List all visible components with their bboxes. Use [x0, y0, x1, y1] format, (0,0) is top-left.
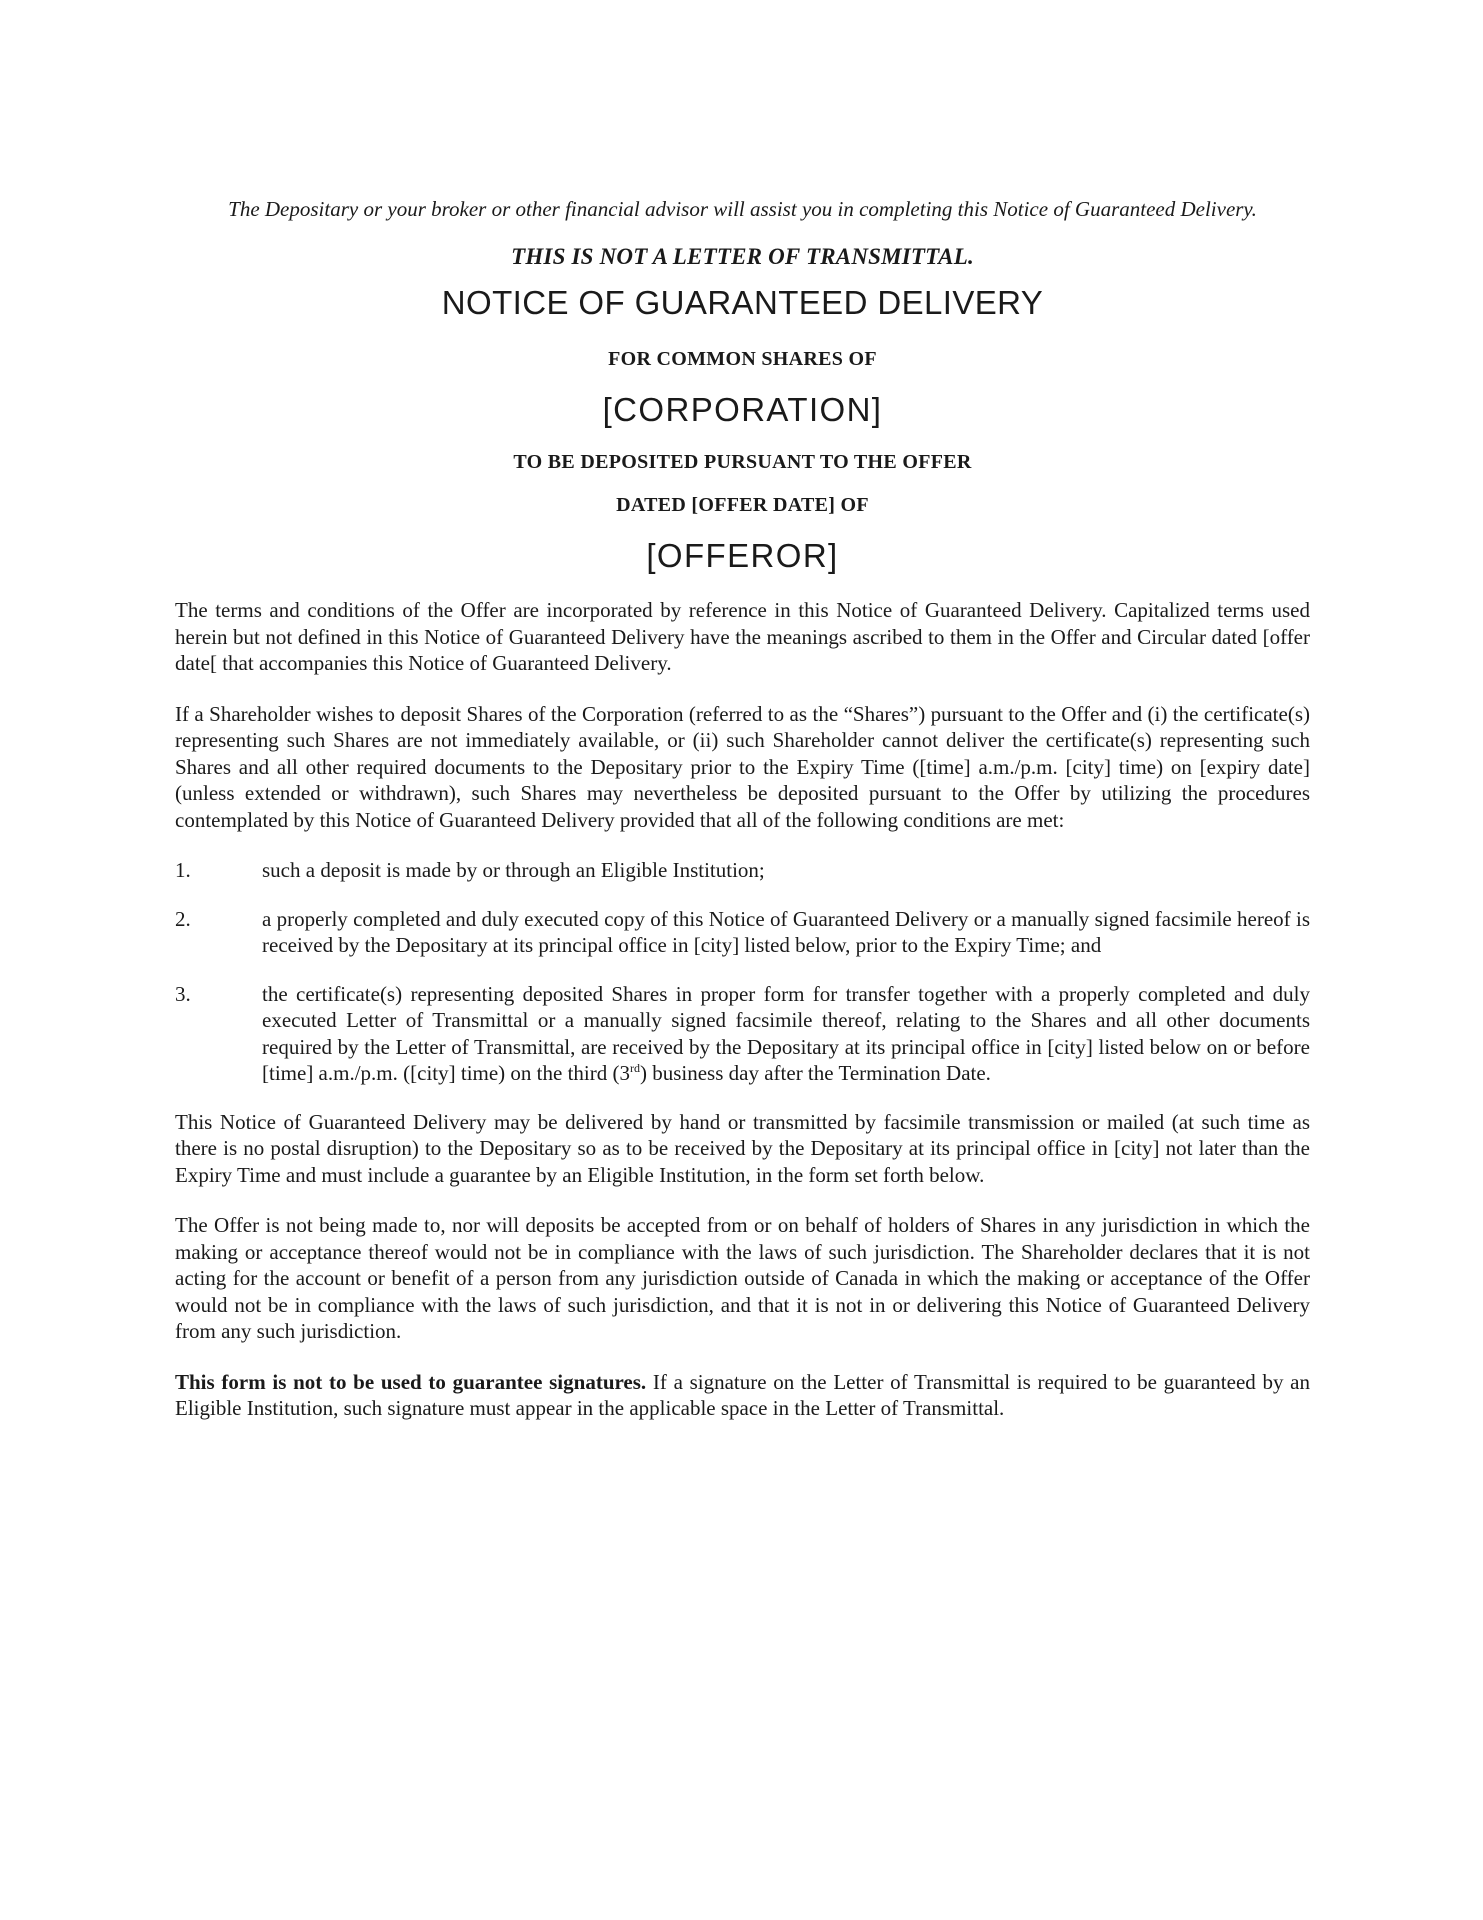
- corporation-name: [CORPORATION]: [602, 391, 883, 428]
- paragraph-signature: [175, 1369, 1310, 1422]
- list-number: 1.: [175, 858, 191, 882]
- list-number: 2.: [175, 906, 191, 931]
- list-text: such a deposit is made by or through an Eligible Institution;: [262, 858, 765, 882]
- signature-detail: If a signature on the Letter of Transmittal is required to be guaranteed by an Eligible Institution, such signature must appear in the applicable space in the Letter of Transmittal.: [175, 1369, 1311, 1420]
- list-text-part: the certificate(s) representing deposited Shares in proper form for transfer together with a properly completed and duly executed Letter of Transmittal or a manually signed facsimile thereof, relating to the Shares and all other documents required by the Letter of Transmittal, are received by the Depositary at its principal office in [city] listed below on or before [time] a.m./p.m. ([city] time) on the third (3: [262, 981, 1310, 1085]
- ordinal-superscript: rd: [629, 1061, 640, 1075]
- list-number: 3.: [175, 981, 191, 1006]
- list-item: [175, 857, 1310, 884]
- list-item: [175, 906, 1310, 959]
- subtitle-shares: FOR COMMON SHARES OF: [608, 348, 877, 370]
- paragraph-terms: The terms and conditions of the Offer are incorporated by reference in this Notice of Guaranteed Delivery. Capitalized terms used herein but not defined in this Notice of Guaranteed Delivery have the meanings ascribed to them in the Offer and Circular dated [offer date[ that accompanies this Notice of Guaranteed Delivery.: [175, 598, 1310, 675]
- intro-note: The Depositary or your broker or other financial advisor will assist you in completing this Notice of Guaranteed Delivery.: [228, 197, 1257, 221]
- subtitle-dated: DATED [OFFER DATE] OF: [616, 494, 869, 516]
- not-letter-of-transmittal-notice: THIS IS NOT A LETTER OF TRANSMITTAL.: [511, 244, 974, 269]
- signature-warning: This form is not to be used to guarantee signatures.: [175, 1369, 647, 1394]
- list-text: a properly completed and duly executed copy of this Notice of Guaranteed Delivery or a manually signed facsimile hereof is received by the Depositary at its principal office in [city] listed below, prior to the Expiry Time; and: [262, 906, 1310, 957]
- subtitle-deposit: TO BE DEPOSITED PURSUANT TO THE OFFER: [513, 451, 972, 473]
- list-text: [262, 981, 1310, 1087]
- offeror-name: [OFFEROR]: [646, 537, 839, 574]
- paragraph-delivery: This Notice of Guaranteed Delivery may be delivered by hand or transmitted by facsimile transmission or mailed (at such time as there is no postal disruption) to the Depositary so as to be received by the Depositary at its principal office in [city] not later than the Expiry Time and must include a guarantee by an Eligible Institution, in the form set forth below.: [175, 1109, 1310, 1187]
- list-item: [175, 981, 1310, 1087]
- list-text-part: ) business day after the Termination Date.: [639, 1061, 991, 1085]
- conditions-list: [175, 857, 1310, 1087]
- paragraph-shareholder: If a Shareholder wishes to deposit Shares of the Corporation (referred to as the “Shares”) pursuant to the Offer and (i) the certificate(s) representing such Shares are not immediately available, or (ii) such Shareholder cannot deliver the certificate(s) representing such Shares and all other required documents to the Depositary prior to the Expiry Time ([time] a.m./p.m. [city] time) on [expiry date] (unless extended or withdrawn), such Shares may nevertheless be deposited pursuant to the Offer by utilizing the procedures contemplated by this Notice of Guaranteed Delivery provided that all of the following conditions are met:: [175, 701, 1310, 832]
- paragraph-jurisdiction: The Offer is not being made to, nor will deposits be accepted from or on behalf of holders of Shares in any jurisdiction in which the making or acceptance thereof would not be in compliance with the laws of such jurisdiction. The Shareholder declares that it is not acting for the account or benefit of a person from any jurisdiction outside of Canada in which the making or acceptance of the Offer would not be in compliance with the laws of such jurisdiction, and that it is not in or delivering this Notice of Guaranteed Delivery from any such jurisdiction.: [175, 1213, 1310, 1343]
- page-title: NOTICE OF GUARANTEED DELIVERY: [441, 284, 1044, 321]
- document-body: [175, 196, 1310, 1446]
